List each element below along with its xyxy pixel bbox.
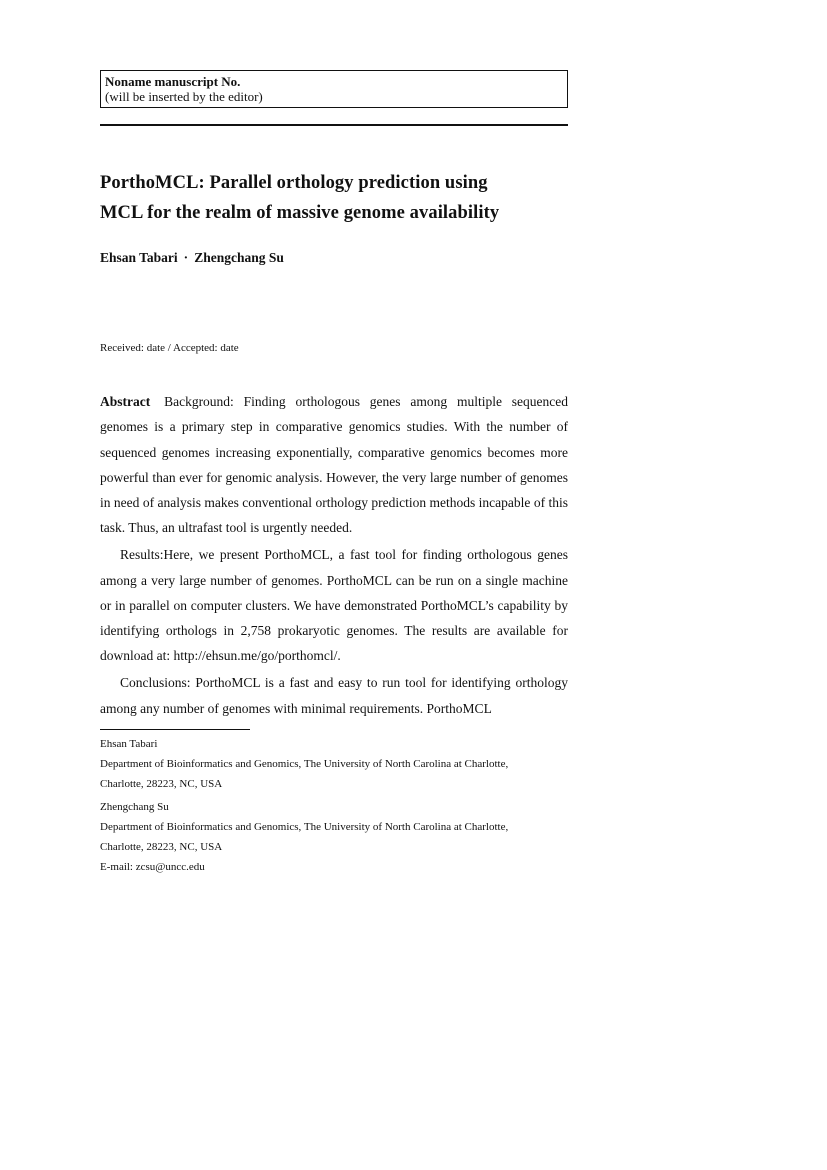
abstract-background-text: Background: Finding orthologous genes among multiple sequenced genomes is a primary step in comparative genomics studies. With the number of sequenced genomes increasing exponentially, comparative genomics becomes more powerful than ever for genomic analysis. However, the very large number of genomes in need of analysis makes conventional orthology prediction methods incapable of this task. Thus, an ultrafast tool is urgently needed. (100, 394, 568, 536)
author-email: E-mail: zcsu@uncc.edu (100, 860, 205, 873)
affiliation-block (100, 797, 568, 877)
paper-title (100, 168, 568, 228)
author-separator: · (183, 250, 189, 265)
author-list (100, 249, 568, 267)
author-name: Zhengchang Su (194, 250, 284, 265)
header-rule (100, 124, 568, 126)
title-line-1: PorthoMCL: Parallel orthology prediction using (100, 173, 488, 193)
affiliation-block (100, 734, 568, 794)
manuscript-number-label: Noname manuscript No. (105, 74, 241, 89)
footnote-rule (100, 729, 250, 730)
affiliation-line: Department of Bioinformatics and Genomics, The University of North Carolina at Charlotte, (100, 820, 509, 833)
affiliation-author-name: Ehsan Tabari (100, 737, 158, 750)
abstract-label: Abstract (100, 394, 151, 409)
author-affiliations (100, 734, 568, 877)
affiliation-line: Charlotte, 28223, NC, USA (100, 840, 223, 853)
paper-page (100, 70, 568, 880)
affiliation-line: Department of Bioinformatics and Genomics, The University of North Carolina at Charlotte, (100, 757, 509, 770)
affiliation-line: Charlotte, 28223, NC, USA (100, 777, 223, 790)
abstract-section (100, 389, 568, 721)
abstract-background (100, 389, 568, 541)
author-name: Ehsan Tabari (100, 250, 178, 265)
abstract-results: Results:Here, we present PorthoMCL, a fast tool for finding orthologous genes among a very large number of genomes. PorthoMCL can be run on a single machine or in parallel on computer clusters. We have demonstrated PorthoMCL’s capability by identifying orthologs in 2,758 prokaryotic genomes. The results are available for download at: http://ehsun.me/go/porthomcl/. (100, 547, 568, 664)
editor-note: (will be inserted by the editor) (105, 89, 263, 104)
editor-info-box (100, 70, 568, 108)
affiliation-author-name: Zhengchang Su (100, 800, 169, 813)
abstract-conclusions: Conclusions: PorthoMCL is a fast and easy to run tool for identifying orthology among any number of genomes with minimal requirements. PorthoMCL (100, 675, 568, 716)
received-accepted-dates: Received: date / Accepted: date (100, 342, 239, 354)
title-line-2: MCL for the realm of massive genome availability (100, 203, 500, 223)
